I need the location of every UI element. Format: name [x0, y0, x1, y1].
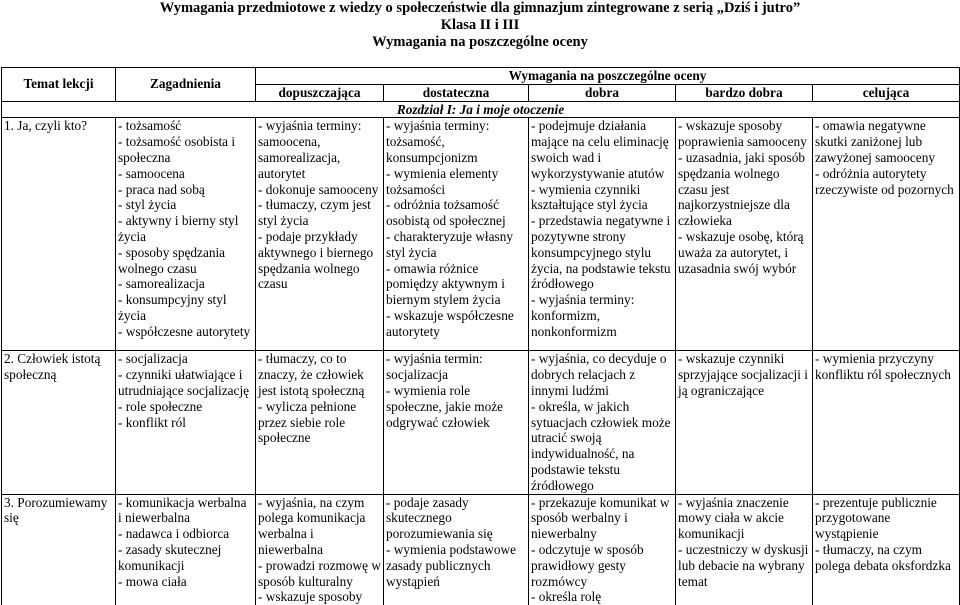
header-issues: Zagadnienia [116, 68, 256, 102]
row-grade-6: - omawia negatywne skutki zaniżonej lub zawyżonej samooceny - odróżnia autorytety rzeczywiste od pozornych [813, 118, 960, 351]
header-topic: Temat lekcji [2, 68, 116, 102]
table-row [2, 494, 960, 605]
row-grade-4: - wyjaśnia, co decyduje o dobrych relacjach z innymi ludźmi - określa, w jakich sytuacjach człowiek może utracić swoją indywidualność, na podstawie tekstu źródłowego [529, 351, 676, 494]
row-grade-6: - prezentuje publicznie przygotowane wystąpienie - tłumaczy, na czym polega debata oksfordzka [813, 494, 960, 605]
table-row [2, 118, 960, 351]
row-topic: 3. Porozumiewamy się [2, 494, 116, 605]
row-issues: - tożsamość - tożsamość osobista i społeczna - samoocena - praca nad sobą - styl życia - aktywny i bierny styl życia - sposoby spędzania wolnego czasu - samorealizacja - konsumpcyjny styl życia - współczesne autorytety [116, 118, 256, 351]
row-grade-6: - wymienia przyczyny konfliktu ról społecznych [813, 351, 960, 494]
section-title: Rozdział I: Ja i moje otoczenie [2, 101, 960, 118]
title-line-2: Klasa II i III [440, 17, 520, 33]
row-grade-2: - tłumaczy, co to znaczy, że człowiek jest istotą społeczną - wylicza pełnione przez siebie role społeczne [256, 351, 384, 494]
row-grade-4: - przekazuje komunikat w sposób werbalny i niewerbalny - odczytuje w sposób prawidłowy gesty rozmówcy - określa rolę [529, 494, 676, 605]
row-grade-3: - podaje zasady skutecznego porozumiewania się - wymienia podstawowe zasady publicznych wystąpień [384, 494, 529, 605]
title-line-1: Wymagania przedmiotowe z wiedzy o społeczeństwie dla gimnazjum zintegrowane z serią „Dziś i jutro” [159, 0, 801, 16]
requirements-table [1, 67, 960, 605]
header-grade-5: bardzo dobra [676, 84, 813, 101]
title-line-3: Wymagania na poszczególne oceny [372, 34, 588, 50]
row-grade-3: - wyjaśnia terminy: tożsamość, konsumpcjonizm - wymienia elementy tożsamości - odróżnia tożsamość osobistą od społecznej - charakteryzuje własny styl życia - omawia różnice pomiędzy aktywnym i biernym stylem życia - wskazuje współczesne autorytety [384, 118, 529, 351]
row-issues: - komunikacja werbalna i niewerbalna - nadawca i odbiorca - zasady skutecznej komunikacji - mowa ciała [116, 494, 256, 605]
row-topic: 2. Człowiek istotą społeczną [2, 351, 116, 494]
row-grade-2: - wyjaśnia, na czym polega komunikacja werbalna i niewerbalna - prowadzi rozmowę w sposób kulturalny - wskazuje sposoby [256, 494, 384, 605]
row-grade-3: - wyjaśnia termin: socjalizacja - wymienia role społeczne, jakie może odgrywać człowiek [384, 351, 529, 494]
row-grade-5: - wskazuje czynniki sprzyjające socjalizacji i ją ograniczające [676, 351, 813, 494]
header-grade-3: dostateczna [384, 84, 529, 101]
row-issues: - socjalizacja - czynniki ułatwiające i utrudniające socjalizację - role społeczne - konflikt ról [116, 351, 256, 494]
header-grade-6: celująca [813, 84, 960, 101]
header-grade-4: dobra [529, 84, 676, 101]
table-row [2, 351, 960, 494]
row-grade-5: - wskazuje sposoby poprawienia samooceny - uzasadnia, jaki sposób spędzania wolnego czasu jest najkorzystniejsze dla człowieka - wskazuje osobę, którą uważa za autorytet, i uzasadnia swój wybór [676, 118, 813, 351]
row-topic: 1. Ja, czyli kto? [2, 118, 116, 351]
row-grade-4: - podejmuje działania mające na celu eliminację swoich wad i wykorzystywanie atutów - wymienia czynniki kształtujące styl życia - przedstawia negatywne i pozytywne strony konsumpcyjnego stylu życia, na podstawie tekstu źródłowego - wyjaśnia terminy: konformizm, nonkonformizm [529, 118, 676, 351]
header-grade-2: dopuszczająca [256, 84, 384, 101]
row-grade-2: - wyjaśnia terminy: samoocena, samorealizacja, autorytet - dokonuje samooceny - tłumaczy, czym jest styl życia - podaje przykłady aktywnego i biernego spędzania wolnego czasu [256, 118, 384, 351]
header-requirements: Wymagania na poszczególne oceny [256, 68, 960, 85]
row-grade-5: - wyjaśnia znaczenie mowy ciała w akcie komunikacji - uczestniczy w dyskusji lub debacie na wybrany temat [676, 494, 813, 605]
